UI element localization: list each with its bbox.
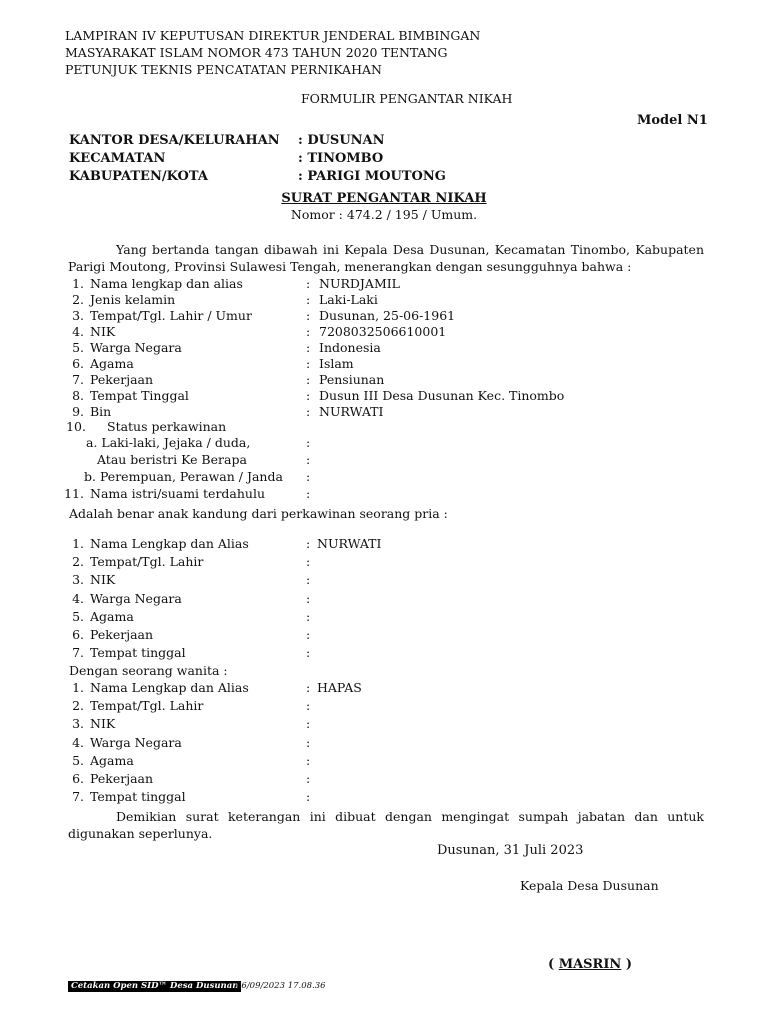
subject-field-value: Dusun III Desa Dusunan Kec. Tinombo: [319, 388, 565, 403]
model-label: Model N1: [637, 113, 708, 128]
office-label-kabupaten: KABUPATEN/KOTA: [69, 169, 208, 184]
father-field-colon: :: [306, 536, 311, 551]
subject-field-colon: :: [306, 372, 311, 387]
status-a-colon: :: [306, 435, 311, 450]
father-field-number: 3.: [72, 572, 84, 588]
subject-field-colon: :: [306, 308, 311, 323]
subject-field-value: Pensiunan: [319, 372, 385, 387]
letter-title: SURAT PENGANTAR NIKAH: [281, 191, 487, 206]
father-field-number: 7.: [72, 645, 84, 661]
mother-field-label: Tempat tinggal: [90, 789, 186, 805]
father-field-colon: :: [306, 590, 311, 606]
signature-title: Kepala Desa Dusunan: [520, 878, 659, 893]
subject-field-number: 7.: [72, 372, 84, 387]
subject-field-value: Dusunan, 25-06-1961: [319, 308, 456, 323]
subject-field-label: Tempat/Tgl. Lahir / Umur: [90, 308, 252, 323]
mother-field-number: 1.: [72, 680, 84, 695]
subject-field-value: NURWATI: [319, 404, 384, 419]
mother-field-colon: :: [306, 734, 311, 750]
mother-field-label: Tempat/Tgl. Lahir: [90, 698, 204, 714]
status-b-colon: :: [306, 469, 311, 484]
subject-field-number: 6.: [72, 356, 84, 371]
subject-field-label: Nama lengkap dan alias: [90, 276, 243, 291]
signature-place-date: Dusunan, 31 Juli 2023: [437, 843, 584, 858]
subject-field-label: Pekerjaan: [90, 372, 154, 387]
mother-field-value: HAPAS: [317, 680, 362, 695]
former-spouse-label: Nama istri/suami terdahulu: [90, 486, 266, 501]
father-field-number: 1.: [72, 536, 84, 551]
father-field-label: Nama Lengkap dan Alias: [90, 536, 249, 551]
mother-intro: Dengan seorang wanita :: [69, 663, 228, 678]
subject-field-colon: :: [306, 356, 311, 371]
mother-field-number: 7.: [72, 789, 84, 805]
mother-field-label: Pekerjaan: [90, 771, 154, 786]
mother-field-number: 5.: [72, 752, 84, 768]
father-field-colon: :: [306, 554, 311, 570]
subject-field-number: 1.: [72, 276, 84, 291]
father-field-label: Agama: [90, 608, 134, 624]
father-field-number: 4.: [72, 590, 84, 606]
father-field-number: 2.: [72, 554, 84, 570]
subject-field-value: Indonesia: [319, 340, 381, 355]
father-field-colon: :: [306, 572, 311, 588]
subject-field-number: 3.: [72, 308, 84, 323]
subject-field-number: 5.: [72, 340, 84, 355]
mother-field-number: 3.: [72, 716, 84, 732]
mother-field-label: NIK: [90, 716, 116, 732]
intro-paragraph: Yang bertanda tangan dibawah ini Kepala Desa Dusunan, Kecamatan Tinombo, Kabupaten Parigi Moutong, Provinsi Sulawesi Tengah, menerangkan dengan sesungguhnya bahwa :: [68, 242, 704, 274]
subject-field-value: Islam: [319, 356, 354, 371]
status-a-label: a. Laki-laki, Jejaka / duda,: [86, 435, 251, 450]
father-field-label: Tempat tinggal: [90, 645, 186, 661]
subject-field-colon: :: [306, 276, 311, 291]
mother-field-number: 6.: [72, 771, 84, 786]
subject-field-label: Warga Negara: [90, 340, 182, 355]
father-field-label: Tempat/Tgl. Lahir: [90, 554, 204, 570]
mother-field-label: Nama Lengkap dan Alias: [90, 680, 249, 695]
signature-name-open: (: [548, 957, 559, 972]
status-b-label: b. Perempuan, Perawan / Janda: [84, 469, 283, 484]
mother-field-colon: :: [306, 716, 311, 732]
subject-field-number: 4.: [72, 324, 84, 339]
status-number: 10.: [66, 419, 86, 434]
father-field-number: 5.: [72, 608, 84, 624]
father-intro: Adalah benar anak kandung dari perkawinan seorang pria :: [69, 506, 448, 521]
mother-field-label: Agama: [90, 752, 134, 768]
footer-app-label: Cetakan Open SID™ Desa Dusunan: [68, 981, 241, 992]
father-field-label: NIK: [90, 572, 116, 588]
subject-field-colon: :: [306, 388, 311, 403]
footer-print-date: 06/09/2023 17.08.36: [236, 981, 326, 991]
subject-field-label: NIK: [90, 324, 116, 339]
signature-name-close: ): [621, 957, 633, 972]
subject-field-label: Bin: [90, 404, 112, 419]
subject-field-number: 9.: [72, 404, 84, 419]
mother-field-number: 4.: [72, 734, 84, 750]
mother-field-colon: :: [306, 771, 311, 786]
subject-field-value: 7208032506610001: [319, 324, 447, 339]
subject-field-value: NURDJAMIL: [319, 276, 400, 291]
father-field-colon: :: [306, 608, 311, 624]
office-label-kecamatan: KECAMATAN: [69, 151, 166, 166]
decree-line-2: MASYARAKAT ISLAM NOMOR 473 TAHUN 2020 TENTANG: [65, 45, 448, 60]
form-title: FORMULIR PENGANTAR NIKAH: [301, 91, 513, 106]
subject-field-label: Tempat Tinggal: [90, 388, 189, 403]
father-field-value: NURWATI: [317, 536, 382, 551]
subject-field-colon: :: [306, 340, 311, 355]
former-spouse-colon: :: [306, 486, 311, 501]
father-field-colon: :: [306, 627, 311, 642]
signature-name-text: MASRIN: [558, 957, 622, 972]
father-field-label: Warga Negara: [90, 590, 182, 606]
office-value-kabupaten: : PARIGI MOUTONG: [298, 169, 446, 184]
status-a2-colon: :: [306, 452, 311, 467]
status-a2-label: Atau beristri Ke Berapa: [97, 452, 247, 467]
subject-field-number: 2.: [72, 292, 84, 307]
status-label: Status perkawinan: [107, 419, 227, 434]
subject-field-label: Agama: [90, 356, 134, 371]
subject-field-colon: :: [306, 324, 311, 339]
mother-field-number: 2.: [72, 698, 84, 714]
closing-paragraph: Demikian surat keterangan ini dibuat dengan mengingat sumpah jabatan dan untuk digunakan seperlunya.: [68, 809, 704, 841]
father-field-colon: :: [306, 645, 311, 661]
subject-field-colon: :: [306, 292, 311, 307]
decree-header: [65, 27, 481, 78]
subject-field-number: 8.: [72, 388, 84, 403]
office-value-kantor: : DUSUNAN: [298, 133, 385, 148]
father-field-label: Pekerjaan: [90, 627, 154, 642]
office-value-kecamatan: : TINOMBO: [298, 151, 384, 166]
mother-field-label: Warga Negara: [90, 734, 182, 750]
mother-field-colon: :: [306, 789, 311, 805]
office-label-kantor: KANTOR DESA/KELURAHAN: [69, 133, 280, 148]
signature-name: [548, 957, 632, 973]
mother-field-colon: :: [306, 698, 311, 714]
decree-line-3: PETUNJUK TEKNIS PENCATATAN PERNIKAHAN: [65, 62, 382, 77]
father-field-number: 6.: [72, 627, 84, 642]
decree-line-1: LAMPIRAN IV KEPUTUSAN DIREKTUR JENDERAL BIMBINGAN: [65, 28, 481, 43]
former-spouse-number: 11.: [64, 486, 84, 501]
mother-field-colon: :: [306, 752, 311, 768]
subject-field-value: Laki-Laki: [319, 292, 378, 307]
letter-number: Nomor : 474.2 / 195 / Umum.: [290, 207, 478, 222]
subject-field-label: Jenis kelamin: [90, 292, 176, 307]
mother-field-colon: :: [306, 680, 311, 695]
subject-field-colon: :: [306, 404, 311, 419]
